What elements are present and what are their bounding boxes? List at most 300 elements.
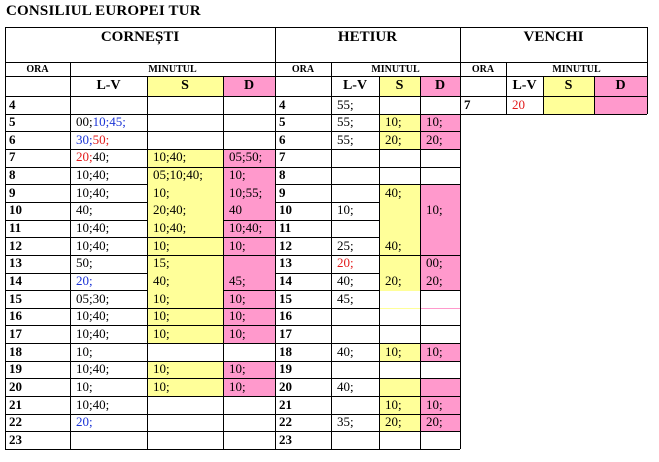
grid-line	[379, 255, 420, 256]
saturday-minutes: 10;	[153, 325, 170, 341]
weekday-minutes	[76, 201, 93, 219]
hour-cell: 13	[279, 255, 292, 271]
sun-cell	[420, 378, 460, 396]
grid-line	[420, 255, 460, 256]
weekday-minutes	[76, 396, 109, 414]
hour-cell: 7	[464, 96, 471, 112]
empty-cell	[380, 168, 420, 185]
weekday-minutes	[76, 113, 126, 131]
hour-cell: 21	[9, 396, 22, 412]
empty-cell	[148, 415, 223, 432]
weekday-minutes	[337, 272, 354, 290]
saturday-minutes: 10;40;	[153, 149, 187, 165]
hour-cell: 5	[9, 114, 16, 130]
minute-group: 55;	[337, 131, 354, 147]
grid-line	[506, 62, 507, 114]
weekday-minutes	[337, 343, 354, 361]
hour-cell: 16	[279, 308, 292, 324]
sunday-minutes: 45;	[229, 273, 246, 288]
empty-cell	[224, 415, 275, 432]
page-title: CONSILIUL EUROPEI TUR	[6, 3, 201, 19]
grid-line	[5, 290, 147, 291]
empty-cell	[224, 132, 275, 149]
minute-group: 10;	[76, 378, 93, 394]
minute-group: 20;	[76, 273, 93, 288]
sunday-minutes: 10;	[229, 361, 246, 377]
hour-cell: 8	[279, 167, 286, 183]
saturday-minutes: 20;	[385, 273, 402, 288]
grid-line	[5, 149, 147, 150]
grid-line	[275, 343, 379, 344]
grid-line	[275, 149, 379, 150]
empty-cell	[224, 397, 275, 414]
grid-line	[379, 414, 420, 415]
saturday-minutes: 20;40;	[153, 202, 187, 218]
saturday-minutes: 10;	[153, 308, 170, 324]
minute-group: 10;40;	[76, 220, 110, 236]
empty-cell	[380, 432, 420, 449]
saturday-minutes: 40;	[385, 237, 402, 253]
sunday-minutes: 10;	[229, 378, 246, 394]
grid-line	[275, 202, 379, 203]
sunday-minutes: 00;	[426, 255, 443, 271]
hour-cell: 14	[9, 273, 22, 288]
sat-cell	[379, 202, 420, 220]
empty-cell	[380, 97, 420, 114]
hour-cell: 19	[279, 361, 292, 377]
minute-group: 40;	[337, 343, 354, 359]
saturday-minutes: 10;	[153, 378, 170, 394]
grid-line	[223, 449, 275, 450]
grid-line	[460, 27, 647, 28]
saturday-minutes: 10;	[385, 343, 402, 359]
minute-group: 10;40;	[76, 237, 110, 253]
grid-line	[420, 184, 460, 185]
grid-line	[275, 62, 460, 63]
sunday-minutes: 20;	[426, 414, 443, 430]
grid-line	[275, 414, 379, 415]
empty-cell	[148, 397, 223, 414]
ora-header: ORA	[26, 64, 49, 75]
grid-line	[147, 237, 223, 238]
weekday-minutes	[337, 237, 354, 255]
empty-cell	[421, 168, 460, 185]
empty-cell	[421, 291, 460, 308]
minutul-header: MINUTUL	[371, 64, 420, 75]
weekday-minutes	[337, 413, 354, 431]
empty-cell	[224, 432, 275, 449]
empty-cell	[380, 150, 420, 167]
grid-line	[594, 76, 595, 114]
empty-cell	[421, 97, 460, 114]
weekday-minutes	[76, 148, 109, 166]
weekday-minutes	[76, 237, 109, 255]
hour-cell: 22	[279, 414, 292, 430]
lv-header: L-V	[342, 78, 368, 93]
saturday-minutes: 40;	[153, 273, 170, 288]
minute-group: 10;	[76, 343, 93, 359]
grid-line	[275, 27, 460, 28]
minute-group: 10;40;	[76, 167, 110, 183]
section-title: CORNEȘTI	[100, 29, 180, 45]
grid-line	[420, 343, 460, 344]
grid-line	[275, 76, 460, 77]
grid-line	[275, 273, 379, 274]
sun-cell	[594, 96, 647, 114]
hour-cell: 8	[9, 167, 16, 183]
empty-cell	[224, 344, 275, 361]
weekday-minutes	[337, 131, 354, 149]
hour-cell: 9	[279, 184, 286, 200]
grid-line	[275, 184, 379, 185]
grid-line	[5, 114, 147, 115]
hour-cell: 18	[9, 343, 22, 359]
minute-group: 45;	[337, 290, 354, 306]
s-header: S	[395, 78, 404, 93]
grid-line	[379, 343, 420, 344]
sunday-minutes: 40	[229, 202, 242, 218]
hour-cell: 18	[279, 343, 292, 359]
weekday-minutes	[337, 254, 354, 272]
hour-cell: 15	[279, 290, 292, 306]
empty-cell	[421, 309, 460, 326]
sunday-minutes: 10;	[426, 202, 443, 218]
sunday-minutes: 10;	[229, 237, 246, 253]
minute-group: 55;	[337, 114, 354, 130]
weekday-minutes	[76, 307, 109, 325]
weekday-minutes	[337, 201, 354, 219]
weekday-minutes	[76, 254, 93, 272]
grid-line	[5, 27, 275, 28]
sunday-minutes: 20;	[426, 273, 443, 288]
grid-line	[5, 167, 147, 168]
ora-header: ORA	[291, 64, 315, 75]
hour-cell: 15	[9, 290, 22, 306]
minute-group: 40;	[337, 378, 354, 394]
grid-line	[379, 131, 420, 132]
grid-line	[543, 114, 594, 115]
hour-cell: 11	[9, 220, 22, 236]
minute-group: 50;	[92, 131, 110, 147]
minute-group: 40;	[92, 149, 110, 165]
grid-line	[275, 167, 379, 168]
empty-cell	[148, 432, 223, 449]
hour-cell: 7	[9, 149, 16, 165]
minute-group: 20;	[76, 414, 93, 430]
sunday-minutes: 10;	[229, 325, 246, 341]
weekday-minutes	[76, 272, 93, 290]
minutul-header: MINUTUL	[148, 64, 197, 75]
grid-line	[379, 396, 420, 397]
weekday-minutes	[337, 113, 354, 131]
grid-line	[275, 114, 379, 115]
grid-line	[147, 378, 223, 379]
sunday-minutes: 05;50;	[229, 149, 263, 165]
grid-line	[147, 149, 223, 150]
sun-cell	[420, 184, 460, 202]
grid-line	[420, 449, 460, 450]
weekday-minutes	[76, 360, 109, 378]
hour-cell: 9	[9, 184, 16, 200]
sunday-minutes: 10;	[426, 396, 443, 412]
minute-group: 20;	[337, 255, 354, 271]
grid-line	[543, 76, 544, 114]
grid-line	[223, 255, 275, 256]
hour-cell: 17	[279, 325, 292, 341]
sat-cell	[379, 220, 420, 238]
weekday-minutes	[76, 166, 109, 184]
grid-line	[647, 27, 648, 114]
minute-group: 30;	[76, 131, 93, 147]
sun-cell	[420, 220, 460, 238]
grid-line	[275, 255, 379, 256]
grid-line	[275, 396, 379, 397]
hour-cell: 23	[9, 431, 22, 447]
lv-header: L-V	[512, 78, 537, 93]
section-title: VENCHI	[523, 29, 584, 45]
grid-line	[275, 308, 379, 309]
saturday-minutes: 10;	[153, 184, 170, 200]
empty-cell	[224, 115, 275, 132]
minute-group: 40;	[337, 273, 354, 288]
grid-line	[379, 184, 420, 185]
grid-line	[5, 431, 147, 432]
hour-cell: 7	[279, 149, 286, 165]
grid-line	[420, 114, 460, 115]
saturday-minutes: 05;10;40;	[153, 167, 203, 183]
hour-cell: 4	[9, 96, 16, 112]
s-header: S	[181, 78, 189, 93]
sat-cell	[543, 96, 594, 114]
hour-cell: 14	[279, 273, 292, 288]
ora-header: ORA	[471, 64, 495, 75]
grid-line	[275, 290, 379, 291]
hour-cell: 22	[9, 414, 22, 430]
minute-group: 20	[512, 96, 525, 112]
minutul-header: MINUTUL	[552, 64, 601, 75]
weekday-minutes	[76, 325, 109, 343]
hour-cell: 21	[279, 396, 292, 412]
weekday-minutes	[76, 413, 93, 431]
saturday-minutes: 10;	[385, 114, 402, 130]
d-header: D	[243, 78, 255, 93]
grid-line	[223, 290, 275, 291]
minute-group: 50;	[76, 255, 93, 271]
weekday-minutes	[76, 131, 109, 149]
grid-line	[5, 396, 147, 397]
minute-group: 10;40;	[76, 361, 110, 377]
minute-group: 20;	[76, 149, 93, 165]
minute-group: 10;40;	[76, 184, 110, 200]
sat-cell	[379, 378, 420, 396]
section-title: HETIUR	[337, 29, 398, 45]
grid-line	[5, 202, 147, 203]
grid-line	[223, 237, 275, 238]
hour-cell: 23	[279, 431, 292, 447]
saturday-minutes: 10;	[153, 290, 170, 306]
grid-line	[223, 308, 275, 309]
s-header: S	[564, 78, 573, 93]
grid-line	[5, 449, 147, 450]
hour-cell: 12	[279, 237, 292, 253]
sunday-minutes: 10;	[426, 343, 443, 359]
grid-line	[275, 131, 379, 132]
grid-line	[420, 414, 460, 415]
hour-cell: 20	[9, 378, 22, 394]
saturday-minutes: 20;	[385, 414, 402, 430]
weekday-minutes	[512, 96, 525, 114]
weekday-minutes	[76, 184, 109, 202]
grid-line	[147, 361, 223, 362]
sunday-minutes: 10;	[229, 290, 246, 306]
minute-group: 10;	[337, 202, 354, 218]
grid-line	[147, 167, 223, 168]
grid-line	[5, 255, 147, 256]
grid-line	[223, 361, 275, 362]
grid-line	[275, 378, 379, 379]
grid-line	[275, 431, 379, 432]
empty-cell	[421, 326, 460, 343]
weekday-minutes	[76, 290, 109, 308]
hour-cell: 6	[9, 131, 16, 147]
empty-cell	[421, 150, 460, 167]
weekday-minutes	[337, 378, 354, 396]
grid-line	[147, 308, 223, 309]
weekday-minutes	[76, 343, 93, 361]
minute-group: 25;	[337, 237, 354, 253]
minute-group: 55;	[337, 96, 354, 112]
saturday-minutes: 10;	[153, 237, 170, 253]
weekday-minutes	[76, 219, 109, 237]
saturday-minutes: 10;	[153, 361, 170, 377]
grid-line	[460, 62, 647, 63]
grid-line	[5, 308, 147, 309]
hour-cell: 10	[9, 202, 22, 218]
lv-header: L-V	[96, 78, 121, 93]
empty-cell	[380, 291, 420, 308]
hour-cell: 5	[279, 114, 286, 130]
grid-line	[5, 343, 147, 344]
minute-group: 35;	[337, 414, 354, 430]
grid-line	[460, 27, 461, 114]
sunday-minutes: 20;	[426, 131, 443, 147]
hour-cell: 19	[9, 361, 22, 377]
sat-cell	[379, 255, 420, 273]
minute-group: 10;40;	[76, 325, 110, 341]
grid-line	[5, 325, 147, 326]
hour-cell: 12	[9, 237, 22, 253]
hour-cell: 17	[9, 325, 22, 341]
grid-line	[594, 114, 647, 115]
sun-cell	[223, 255, 275, 273]
grid-line	[147, 325, 223, 326]
grid-line	[460, 96, 647, 97]
weekday-minutes	[337, 96, 354, 114]
grid-line	[275, 220, 379, 221]
minute-group: 10;40;	[76, 308, 110, 324]
d-header: D	[615, 78, 626, 93]
grid-line	[379, 378, 420, 379]
empty-cell	[421, 362, 460, 379]
grid-line	[275, 449, 379, 450]
hour-cell: 16	[9, 308, 22, 324]
grid-line	[223, 220, 275, 221]
minute-group: 40;	[76, 202, 93, 218]
empty-cell	[380, 309, 420, 326]
sunday-minutes: 10;	[426, 114, 443, 130]
saturday-minutes: 10;40;	[153, 220, 187, 236]
grid-line	[5, 273, 147, 274]
hour-cell: 6	[279, 131, 286, 147]
saturday-minutes: 15;	[153, 255, 170, 271]
saturday-minutes: 10;	[385, 396, 402, 412]
grid-line	[5, 414, 147, 415]
hour-cell: 13	[9, 255, 22, 271]
hour-cell: 4	[279, 96, 286, 112]
grid-line	[5, 361, 147, 362]
empty-cell	[380, 362, 420, 379]
hour-cell: 20	[279, 378, 292, 394]
empty-cell	[148, 115, 223, 132]
grid-line	[420, 378, 460, 379]
minute-group: 05;30;	[76, 290, 110, 306]
grid-line	[5, 62, 275, 63]
grid-line	[5, 184, 147, 185]
saturday-minutes: 20;	[385, 131, 402, 147]
grid-line	[147, 449, 223, 450]
weekday-minutes	[337, 290, 354, 308]
grid-line	[223, 325, 275, 326]
sun-cell	[420, 237, 460, 255]
grid-line	[275, 237, 379, 238]
minute-group: 10;45;	[92, 114, 126, 130]
minute-group: 00;	[76, 114, 93, 130]
grid-line	[223, 167, 275, 168]
empty-cell	[421, 432, 460, 449]
weekday-minutes	[76, 378, 93, 396]
hour-cell: 11	[279, 220, 292, 236]
saturday-minutes: 40;	[385, 184, 402, 200]
empty-cell	[380, 326, 420, 343]
grid-line	[223, 149, 275, 150]
grid-line	[5, 378, 147, 379]
grid-line	[379, 114, 420, 115]
grid-line	[223, 378, 275, 379]
empty-cell	[224, 97, 275, 114]
grid-line	[5, 131, 147, 132]
grid-line	[275, 361, 379, 362]
empty-cell	[148, 97, 223, 114]
sunday-minutes: 10;55;	[229, 184, 263, 200]
grid-line	[420, 131, 460, 132]
grid-line	[275, 325, 379, 326]
empty-cell	[148, 344, 223, 361]
grid-line	[5, 220, 147, 221]
grid-line	[5, 76, 275, 77]
d-header: D	[434, 78, 446, 93]
grid-line	[147, 255, 223, 256]
sunday-minutes: 10;	[229, 308, 246, 324]
minute-group: 10;40;	[76, 396, 110, 412]
grid-line	[420, 396, 460, 397]
empty-cell	[148, 132, 223, 149]
grid-line	[379, 449, 420, 450]
hour-cell: 10	[279, 202, 292, 218]
grid-line	[460, 114, 543, 115]
grid-line	[460, 76, 647, 77]
sunday-minutes: 10;40;	[229, 220, 263, 236]
sunday-minutes: 10;	[229, 167, 246, 183]
